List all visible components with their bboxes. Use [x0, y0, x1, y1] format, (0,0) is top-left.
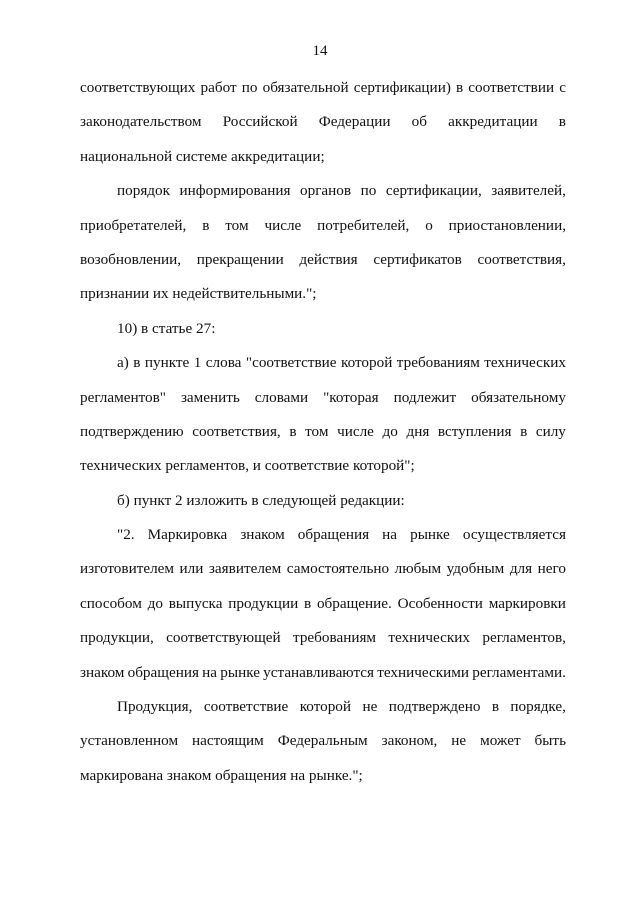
word: информирования — [179, 182, 291, 200]
word: том — [225, 216, 249, 234]
text-line — [80, 179, 566, 213]
text-line — [80, 661, 566, 695]
word: любым — [394, 560, 442, 578]
word: аккредитации — [448, 113, 538, 131]
word: или — [179, 560, 204, 578]
word: силу — [535, 422, 566, 440]
word: на — [202, 663, 218, 681]
word: о — [425, 216, 433, 234]
word: числе — [264, 216, 302, 234]
word: а) — [117, 354, 129, 372]
word: приостановлении, — [448, 216, 566, 234]
word: в — [202, 216, 210, 234]
word: осуществляется — [462, 526, 566, 544]
text-line — [80, 557, 566, 591]
word: продукции — [228, 594, 299, 612]
word: настоящим — [192, 732, 264, 750]
text-line: б) пункт 2 изложить в следующей редакции: — [117, 491, 405, 509]
word: том — [305, 422, 329, 440]
word: соответствующей — [166, 629, 281, 647]
word: не — [451, 732, 467, 750]
word: обращения — [127, 663, 199, 681]
word: в — [456, 79, 464, 96]
word: подтверждению — [80, 422, 184, 440]
word: возобновлении, — [80, 250, 182, 268]
text-line — [80, 695, 566, 729]
word: до — [147, 594, 163, 612]
word: пункте — [144, 354, 190, 372]
word: законом, — [381, 732, 438, 750]
word: с — [559, 79, 566, 96]
text-line — [80, 386, 566, 420]
word: порядке, — [510, 698, 566, 716]
text-line: маркирована знаком обращения на рынке."; — [80, 766, 363, 784]
word: техническими — [377, 663, 470, 681]
word: соответствующих — [80, 79, 196, 96]
word: способом — [80, 594, 142, 612]
word: обращение. — [316, 594, 392, 612]
document-body — [80, 76, 566, 798]
word: маркировки — [488, 594, 566, 612]
word: сертификации, — [385, 182, 482, 200]
word: сертификатов — [373, 250, 462, 268]
word: потребителей, — [317, 216, 410, 234]
word: действия — [299, 250, 358, 268]
word: органов — [300, 182, 352, 200]
word: Маркировка — [147, 526, 228, 544]
word: 1 — [193, 354, 202, 372]
word: удобным — [446, 560, 505, 578]
word: которой — [340, 354, 393, 372]
word: законодательством — [80, 113, 202, 131]
word: по — [360, 182, 377, 200]
word: соответствии — [468, 79, 555, 96]
word: соответствия, — [477, 250, 566, 268]
word: вступления — [437, 422, 512, 440]
word: обязательному — [471, 388, 566, 406]
text-line — [80, 729, 566, 763]
word: Продукция, — [117, 698, 193, 716]
word: требованиям — [396, 354, 480, 372]
word: рынке — [410, 526, 450, 544]
word: регламентами. — [472, 663, 566, 681]
word: на — [382, 526, 398, 544]
text-line — [80, 523, 566, 557]
text-line — [80, 214, 566, 248]
word: обращения — [297, 526, 370, 544]
word: дня — [406, 422, 430, 440]
word: числе — [337, 422, 374, 440]
word: продукции, — [80, 629, 154, 647]
word: соответствия, — [192, 422, 281, 440]
text-line — [80, 248, 566, 282]
word: Особенности — [397, 594, 483, 612]
word: в — [133, 354, 141, 372]
page-number: 14 — [312, 43, 328, 59]
word: установленном — [80, 732, 179, 750]
word: регламентов" — [80, 388, 166, 406]
text-line — [80, 626, 566, 660]
word: по — [241, 79, 258, 96]
word: в — [491, 698, 500, 716]
word: работ — [200, 79, 237, 96]
word: соответствие — [203, 698, 289, 716]
word: заявителем — [208, 560, 282, 578]
word: изготовителем — [80, 560, 175, 578]
word: быть — [534, 732, 566, 750]
word: об — [411, 113, 427, 131]
word: в — [303, 594, 312, 612]
word: порядок — [117, 182, 171, 200]
word: регламентов, — [482, 629, 566, 647]
word: требованиям — [293, 629, 377, 647]
word: прекращении — [196, 250, 284, 268]
word: самостоятельно — [286, 560, 390, 578]
word: не — [362, 698, 378, 716]
word: сертификации) — [353, 79, 451, 96]
text-line: национальной системе аккредитации; — [80, 147, 325, 165]
text-line — [80, 592, 566, 626]
text-line — [80, 110, 566, 144]
word: технических — [484, 354, 566, 372]
text-line — [80, 420, 566, 454]
word: слова — [205, 354, 242, 372]
word: которой — [299, 698, 352, 716]
word: Федеральным — [277, 732, 368, 750]
word: словами — [254, 388, 309, 406]
word: до — [382, 422, 398, 440]
word: в — [558, 113, 566, 131]
text-line: технических регламентов, и соответствие которой"; — [80, 457, 415, 475]
word: обязательной — [262, 79, 349, 96]
word: приобретателей, — [80, 216, 187, 234]
word: знаком — [240, 526, 285, 544]
word: в — [520, 422, 528, 440]
text-line: 10) в статье 27: — [117, 319, 216, 337]
word: может — [480, 732, 521, 750]
word: "соответствие — [245, 354, 337, 372]
word: подтверждено — [388, 698, 481, 716]
word: Российской — [222, 113, 298, 131]
word: него — [537, 560, 566, 578]
word: заменить — [180, 388, 240, 406]
word: выпуска — [168, 594, 223, 612]
word: Федерации — [318, 113, 391, 131]
word: в — [289, 422, 297, 440]
word: "которая — [323, 388, 379, 406]
word: "2. — [117, 526, 135, 544]
text-line — [80, 351, 566, 385]
text-line — [80, 76, 566, 110]
text-line: признании их недействительными."; — [80, 285, 317, 303]
word: технических — [388, 629, 471, 647]
word: для — [509, 560, 533, 578]
word: устанавливаются — [263, 663, 375, 681]
word: рынке — [220, 663, 260, 681]
word: подлежит — [393, 388, 457, 406]
word: заявителей, — [491, 182, 566, 200]
word: знаком — [80, 663, 125, 681]
